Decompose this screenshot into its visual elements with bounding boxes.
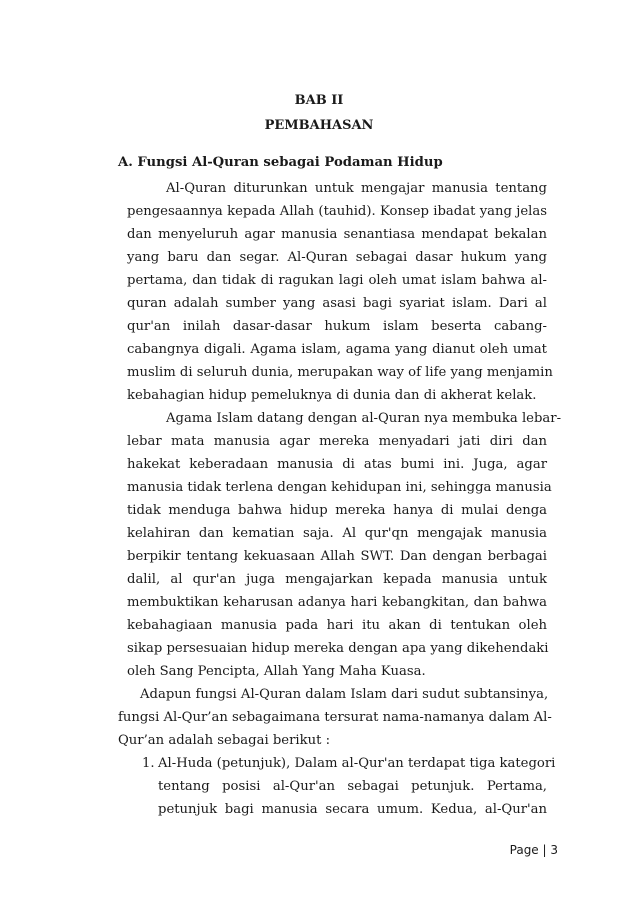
paragraph-line: tidak menduga bahwa hidup mereka hanya di mulai denga (127, 503, 547, 518)
paragraph-line: berpikir tentang kekuasaan Allah SWT. Dan dengan berbagai (127, 549, 547, 564)
paragraph-line: quran adalah sumber yang asasi bagi syariat islam. Dari al (127, 296, 547, 311)
list-item-line: petunjuk bagi manusia secara umum. Kedua, al-Qur'an (158, 802, 547, 817)
paragraph-line: lebar mata manusia agar mereka menyadari jati diri dan (127, 434, 547, 449)
paragraph-line: muslim di seluruh dunia, merupakan way of life yang menjamin (127, 365, 553, 380)
paragraph-line: Al-Quran diturunkan untuk mengajar manusia tentang (166, 181, 547, 196)
paragraph-line: fungsi Al-Qur’an sebagaimana tersurat nama-namanya dalam Al- (118, 710, 552, 725)
paragraph-line: dan menyeluruh agar manusia senantiasa mendapat bekalan (127, 227, 547, 242)
chapter-subtitle: PEMBAHASAN (264, 118, 374, 133)
paragraph-line: pertama, dan tidak di ragukan lagi oleh umat islam bahwa al- (127, 273, 547, 288)
paragraph-line: cabangnya digali. Agama islam, agama yang dianut oleh umat (127, 342, 547, 357)
chapter-title: BAB II (294, 93, 344, 108)
paragraph-line: kelahiran dan kematian saja. Al qur'qn mengajak manusia (127, 526, 547, 541)
paragraph-line: oleh Sang Pencipta, Allah Yang Maha Kuasa. (127, 664, 426, 679)
paragraph-line: Agama Islam datang dengan al-Quran nya membuka lebar- (166, 411, 562, 426)
paragraph-line: hakekat keberadaan manusia di atas bumi ini. Juga, agar (127, 457, 547, 472)
paragraph-line: sikap persesuaian hidup mereka dengan apa yang dikehendaki (127, 641, 549, 656)
paragraph-line: Qur’an adalah sebagai berikut : (118, 733, 331, 748)
paragraph-line: manusia tidak terlena dengan kehidupan ini, sehingga manusia (127, 480, 552, 495)
list-item-line: tentang posisi al-Qur'an sebagai petunjuk. Pertama, (158, 779, 547, 794)
paragraph-line: Adapun fungsi Al-Quran dalam Islam dari sudut subtansinya, (140, 687, 549, 702)
paragraph-line: pengesaannya kepada Allah (tauhid). Konsep ibadat yang jelas (127, 204, 547, 219)
paragraph-line: dalil, al qur'an juga mengajarkan kepada manusia untuk (127, 572, 547, 587)
section-heading: A. Fungsi Al-Quran sebagai Podaman Hidup (118, 155, 443, 170)
list-marker: 1. (142, 756, 155, 771)
page-number: Page | 3 (509, 843, 558, 857)
paragraph-line: kebahagian hidup pemeluknya di dunia dan di akherat kelak. (127, 388, 537, 403)
paragraph-line: qur'an inilah dasar-dasar hukum islam beserta cabang- (127, 319, 547, 334)
paragraph-line: kebahagiaan manusia pada hari itu akan di tentukan oleh (127, 618, 547, 633)
paragraph-line: yang baru dan segar. Al-Quran sebagai dasar hukum yang (127, 250, 547, 265)
list-item-line: Al-Huda (petunjuk), Dalam al-Qur'an terdapat tiga kategori (158, 756, 556, 771)
paragraph-line: membuktikan keharusan adanya hari kebangkitan, dan bahwa (127, 595, 547, 610)
